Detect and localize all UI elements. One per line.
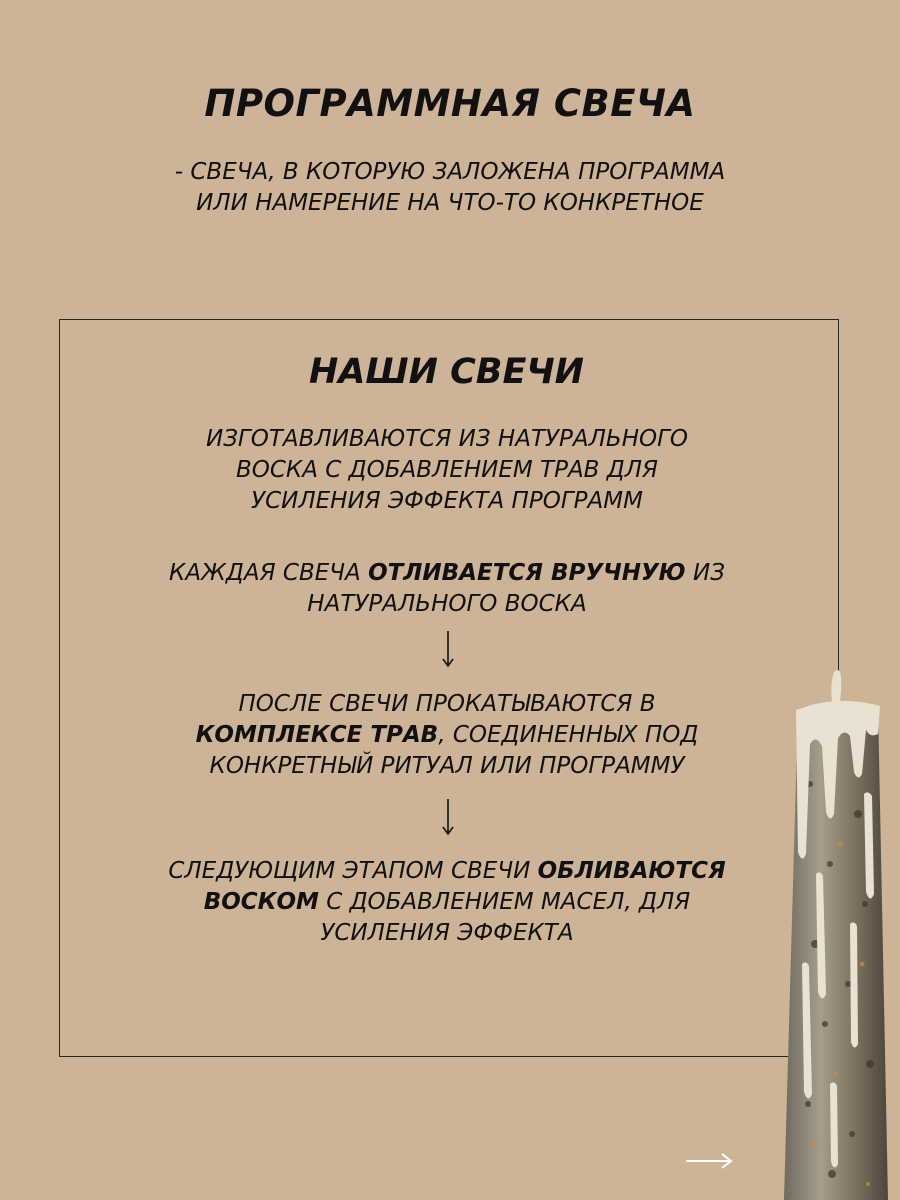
paragraph-line (110, 856, 784, 887)
paragraph-materials (110, 424, 784, 517)
arrow-down-icon (436, 797, 460, 837)
emphasis-text: ВОСКОМ (203, 889, 319, 915)
paragraph-line: ПОСЛЕ СВЕЧИ ПРОКАТЫВАЮТСЯ В (238, 691, 656, 717)
paragraph-line (110, 720, 784, 751)
page-title: ПРОГРАММНАЯ СВЕЧА (204, 82, 696, 125)
text-span: ИЗ (685, 560, 725, 586)
paragraph-casting (110, 558, 784, 620)
subtitle-line-1: - СВЕЧА, В КОТОРУЮ ЗАЛОЖЕНА ПРОГРАММА (174, 159, 726, 185)
paragraph-line: КОНКРЕТНЫЙ РИТУАЛ ИЛИ ПРОГРАММУ (209, 753, 685, 779)
paragraph-line: НАТУРАЛЬНОГО ВОСКА (307, 591, 587, 617)
paragraph-line (110, 887, 784, 918)
arrow-right-icon[interactable] (684, 1150, 736, 1172)
emphasis-text: ОБЛИВАЮТСЯ (537, 858, 726, 884)
text-span: С ДОБАВЛЕНИЕМ МАСЕЛ, ДЛЯ (318, 889, 691, 915)
text-span: , СОЕДИНЕННЫХ ПОД (438, 722, 699, 748)
paragraph-line: УСИЛЕНИЯ ЭФФЕКТА (320, 920, 574, 946)
text-span: СЛЕДУЮЩИМ ЭТАПОМ СВЕЧИ (168, 858, 538, 884)
text-span: КАЖДАЯ СВЕЧА (169, 560, 369, 586)
page-subtitle (0, 157, 900, 219)
paragraph-line: УСИЛЕНИЯ ЭФФЕКТА ПРОГРАММ (251, 488, 643, 514)
paragraph-herbs (110, 689, 784, 782)
paragraph-line: ИЗГОТАВЛИВАЮТСЯ ИЗ НАТУРАЛЬНОГО (205, 426, 689, 452)
paragraph-line (110, 558, 784, 589)
subtitle-line-2: ИЛИ НАМЕРЕНИЕ НА ЧТО-ТО КОНКРЕТНОЕ (196, 190, 704, 216)
paragraph-line: ВОСКА С ДОБАВЛЕНИЕМ ТРАВ ДЛЯ (235, 457, 659, 483)
section-title: НАШИ СВЕЧИ (309, 352, 584, 392)
emphasis-text: КОМПЛЕКСЕ ТРАВ (195, 722, 439, 748)
arrow-down-icon (436, 629, 460, 669)
herbal-candle-image (770, 664, 900, 1200)
emphasis-text: ОТЛИВАЕТСЯ ВРУЧНУЮ (368, 560, 686, 586)
paragraph-wax-coating (110, 856, 784, 949)
